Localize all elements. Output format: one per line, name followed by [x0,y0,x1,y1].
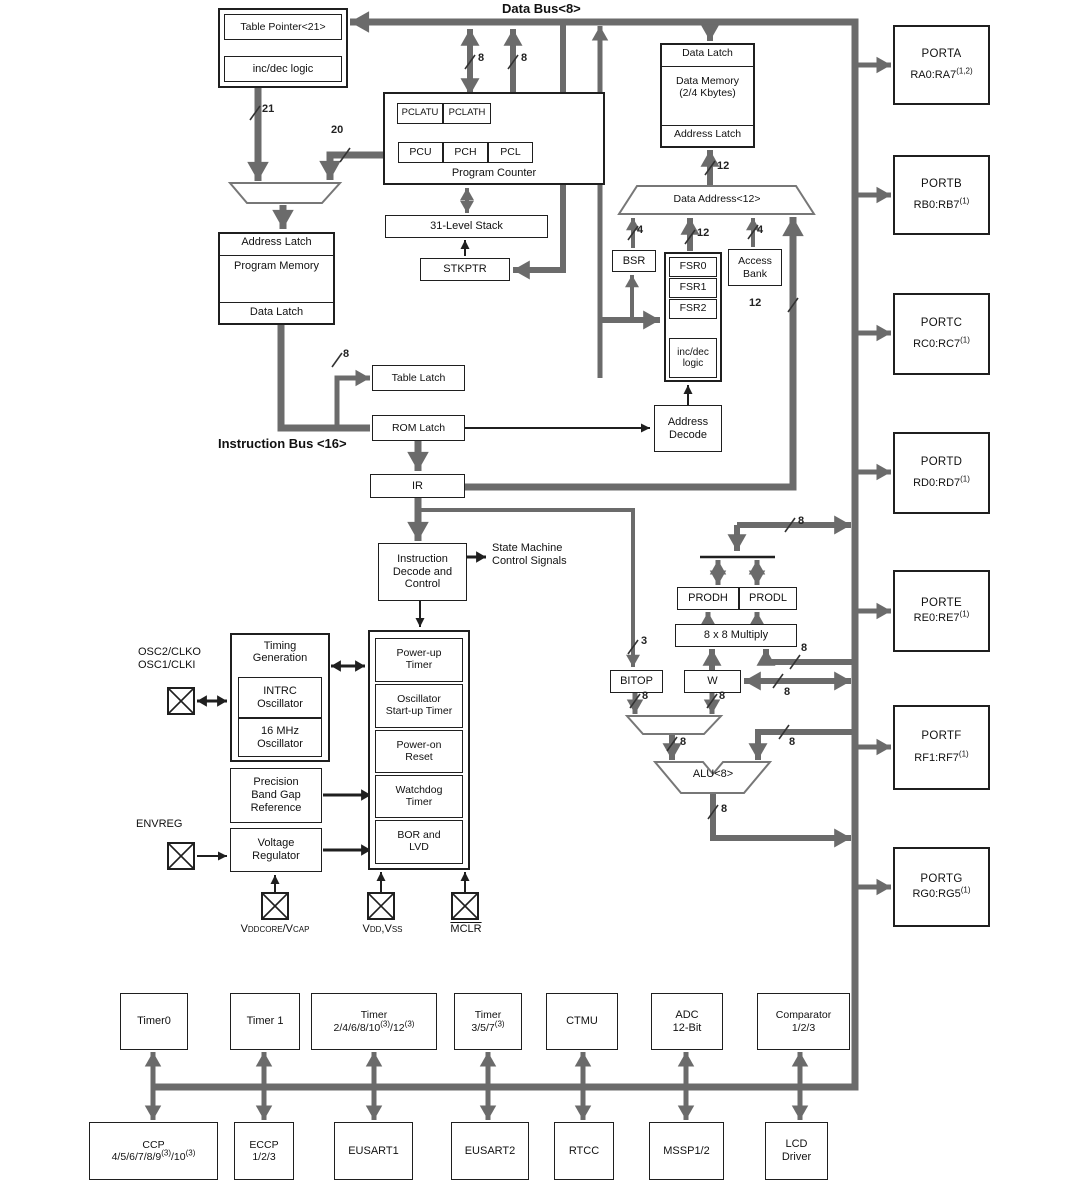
ctmu-box: CTMU [546,993,618,1050]
width-8-bitop: 8 [642,690,649,702]
watchdog-timer-box: Watchdog Timer [375,775,463,818]
address-decode-box: Address Decode [654,405,722,452]
envreg-label: ENVREG [136,818,183,830]
pm-address-latch: Address Latch [241,236,312,248]
timer0-box: Timer0 [120,993,188,1050]
osc-pins-label: OSC2/CLKO OSC1/CLKI [138,646,201,672]
powerup-timer-box: Power-up Timer [375,638,463,682]
vddcore-vcap-label: VDDCORE/VCAP [240,923,310,935]
width-8-w: 8 [719,690,726,702]
width-8-wbus: 8 [784,686,791,698]
lcd-driver-box: LCD Driver [765,1122,828,1180]
width-8-pclatu: 8 [478,52,485,64]
pclath-box: PCLATH [443,103,491,124]
ir-box: IR [370,474,465,498]
program-counter-caption: Program Counter [451,167,537,179]
table-latch-box: Table Latch [372,365,465,391]
multiply-box: 8 x 8 Multiply [675,624,797,647]
width-12-addr: 12 [717,160,730,172]
pclatu-box: PCLATU [397,103,443,124]
prodh-box: PRODH [677,587,739,610]
timer-odd-box: Timer 3/5/7$^{(3)}$ [454,993,522,1050]
porte-box: PORTE RE0:RE7$^{(1)}$ [893,570,990,652]
alu-label: ALU<8> [692,768,734,780]
portb-box: PORTB RB0:RB7$^{(1)}$ [893,155,990,235]
portd-box: PORTD RD0:RD7$^{(1)}$ [893,432,990,514]
width-21: 21 [262,103,275,115]
pm-title: Program Memory [234,260,319,272]
mclr-label: MCLR [450,923,482,935]
porta-box: PORTA RA0:RA7$^{(1,2)}$ [893,25,990,105]
table-pointer-box: Table Pointer<21> [224,14,342,40]
pm-data-latch: Data Latch [249,306,304,318]
stack-box: 31-Level Stack [385,215,548,238]
mssp-box: MSSP1/2 [649,1122,724,1180]
state-machine-label: State Machine Control Signals [492,542,567,568]
instruction-bus-label: Instruction Bus <16> [218,436,347,451]
vdd-vss-label: VDD,VSS [362,923,403,935]
timer1-box: Timer 1 [230,993,300,1050]
width-3-bitop: 3 [641,635,648,647]
bitop-box: BITOP [610,670,663,693]
width-8-muxout: 8 [680,736,687,748]
dm-sep1 [660,66,755,67]
width-8-alur: 8 [789,736,796,748]
width-4-bsr: 4 [637,224,644,236]
instruction-decode-box: Instruction Decode and Control [378,543,467,601]
ccp-box: CCP 4/5/6/7/8/9$^{(3)}$/10$^{(3)}$ [89,1122,218,1180]
power-on-reset-box: Power-on Reset [375,730,463,773]
dm-data-latch: Data Latch [682,47,733,59]
data-bus-label: Data Bus<8> [502,1,581,16]
prodl-box: PRODL [739,587,797,610]
intrc-oscillator-box: INTRC Oscillator [238,677,322,718]
data-address-mux-label: Data Address<12> [673,193,761,205]
access-bank-box: Access Bank [728,249,782,286]
adc-box: ADC 12-Bit [651,993,723,1050]
width-8-bar: 8 [798,515,805,527]
voltage-regulator-box: Voltage Regulator [230,828,322,872]
width-12-fsr: 12 [697,227,710,239]
bor-lvd-box: BOR and LVD [375,820,463,864]
stkptr-box: STKPTR [420,258,510,281]
width-8-table: 8 [343,348,350,360]
osc-startup-timer-box: Oscillator Start-up Timer [375,684,463,728]
timing-generation-label: Timing Generation [252,640,308,664]
eccp-box: ECCP 1/2/3 [234,1122,294,1180]
w-register-box: W [684,670,741,693]
portg-box: PORTG RG0:RG5$^{(1)}$ [893,847,990,927]
width-8-mul: 8 [801,642,808,654]
width-12-data: 12 [749,297,762,309]
mhz-oscillator-box: 16 MHz Oscillator [238,718,322,757]
pcu-box: PCU [398,142,443,163]
pm-sep2 [218,302,335,303]
comparator-box: Comparator 1/2/3 [757,993,850,1050]
dm-sep2 [660,125,755,126]
portf-box: PORTF RF1:RF7$^{(1)}$ [893,705,990,790]
dm-address-latch: Address Latch [673,128,742,140]
eusart1-box: EUSART1 [334,1122,413,1180]
timer-even-box: Timer 2/4/6/8/10$^{(3)}$/12$^{(3)}$ [311,993,437,1050]
eusart2-box: EUSART2 [451,1122,529,1180]
width-20: 20 [331,124,344,136]
fsr0-box: FSR0 [669,257,717,277]
pm-sep1 [218,255,335,256]
band-gap-box: Precision Band Gap Reference [230,768,322,823]
pcl-box: PCL [488,142,533,163]
tp-incdec-box: inc/dec logic [224,56,342,82]
dm-title: Data Memory (2/4 Kbytes) [675,75,739,99]
rtcc-box: RTCC [554,1122,614,1180]
pch-box: PCH [443,142,488,163]
fsr2-box: FSR2 [669,299,717,319]
fsr1-box: FSR1 [669,278,717,298]
rom-latch-box: ROM Latch [372,415,465,441]
fsr-incdec-box: inc/dec logic [669,338,717,378]
bsr-box: BSR [612,250,656,272]
width-8-aluout: 8 [721,803,728,815]
width-8-pcl: 8 [521,52,528,64]
width-4-access: 4 [757,224,764,236]
portc-box: PORTC RC0:RC7$^{(1)}$ [893,293,990,375]
